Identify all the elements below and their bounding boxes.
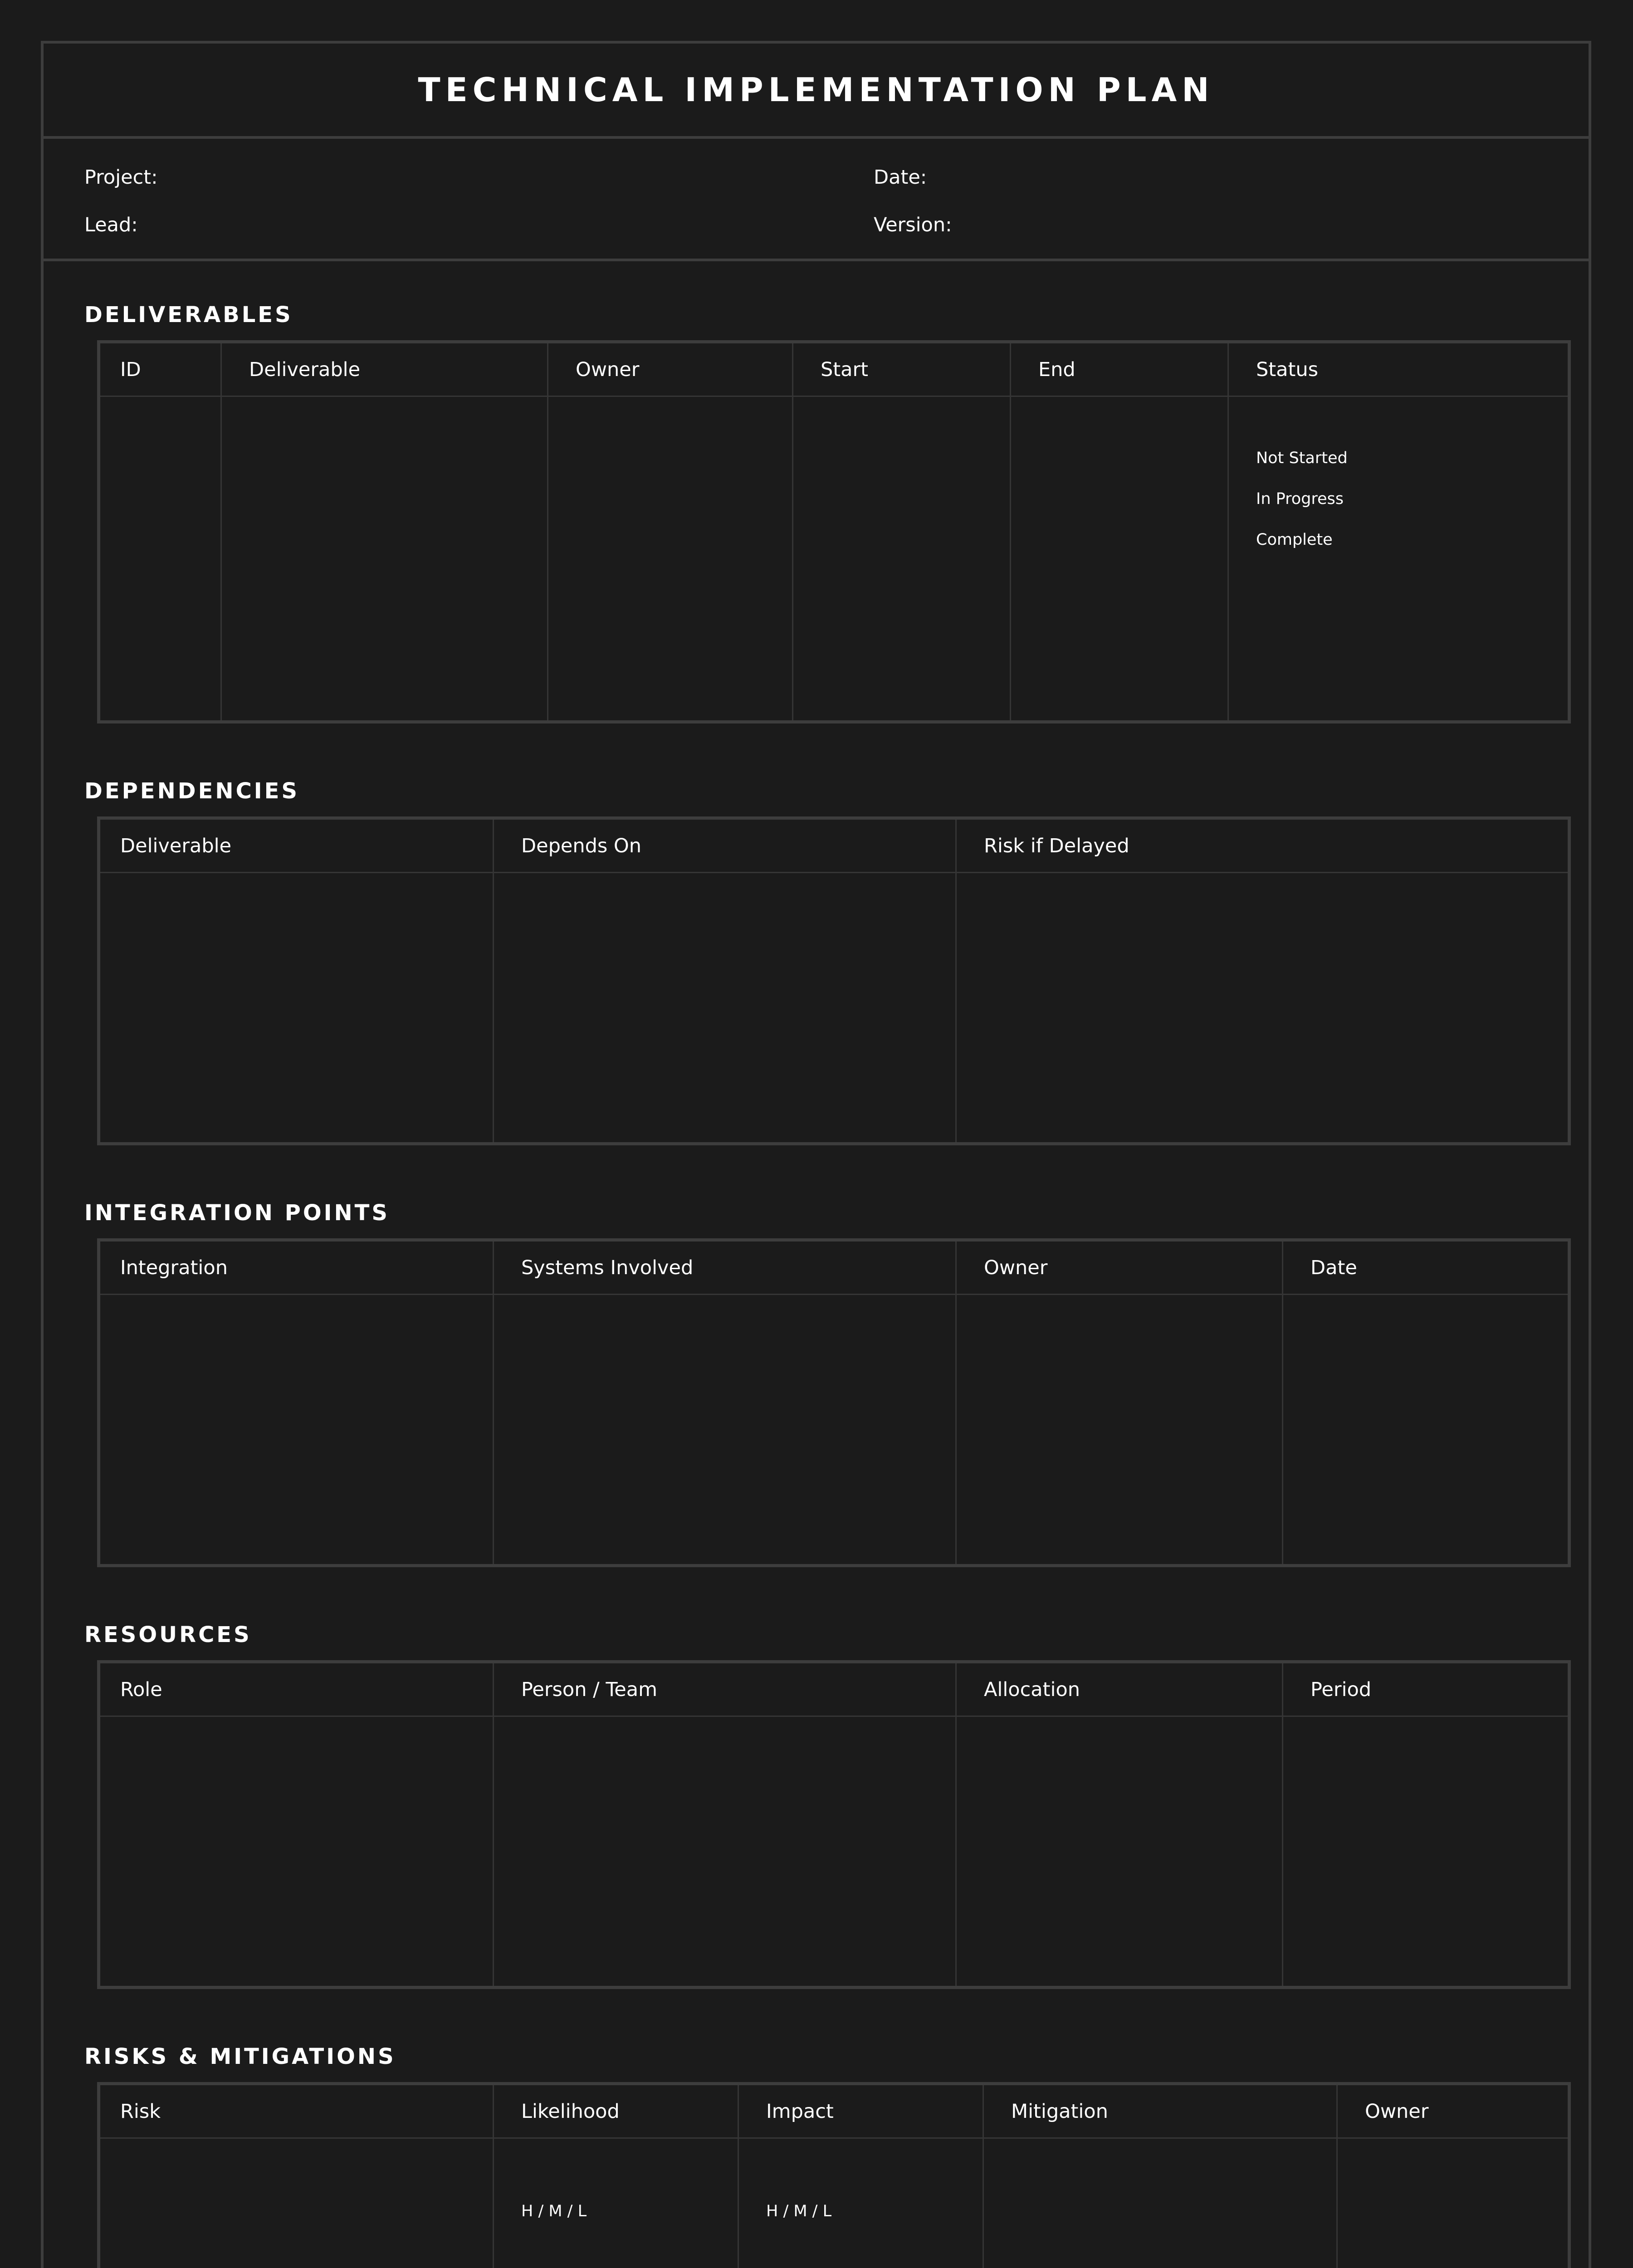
resources-table xyxy=(97,1660,1571,1989)
col-integration: Integration xyxy=(99,1240,494,1295)
cell-start[interactable] xyxy=(793,396,1011,722)
col-risk: Risk xyxy=(99,2084,494,2138)
col-deliverable: Deliverable xyxy=(99,818,494,873)
deliverables-heading: DELIVERABLES xyxy=(84,302,293,327)
risks-table xyxy=(97,2082,1571,2268)
cell-period[interactable] xyxy=(1283,1716,1569,1988)
likelihood-hint: H / M / L xyxy=(521,2202,587,2220)
col-allocation: Allocation xyxy=(956,1662,1283,1716)
cell-risk[interactable] xyxy=(99,2138,494,2268)
col-likelihood: Likelihood xyxy=(494,2084,738,2138)
col-person-team: Person / Team xyxy=(494,1662,956,1716)
col-start: Start xyxy=(793,342,1011,396)
col-owner: Owner xyxy=(548,342,793,396)
lead-label: Lead: xyxy=(84,214,138,236)
col-date: Date xyxy=(1283,1240,1569,1295)
table-row xyxy=(99,1716,1569,1988)
cell-end[interactable] xyxy=(1011,396,1228,722)
cell-deliverable[interactable] xyxy=(221,396,548,722)
col-period: Period xyxy=(1283,1662,1569,1716)
page-title: TECHNICAL IMPLEMENTATION PLAN xyxy=(418,71,1214,109)
table-row xyxy=(99,396,1569,722)
project-label: Project: xyxy=(84,166,158,189)
cell-integration[interactable] xyxy=(99,1295,494,1566)
status-option-not-started: Not Started xyxy=(1256,449,1348,467)
table-row xyxy=(99,873,1569,1144)
dependencies-heading: DEPENDENCIES xyxy=(84,778,300,804)
integration-points-heading: INTEGRATION POINTS xyxy=(84,1200,390,1226)
table-row xyxy=(99,1295,1569,1566)
table-header-row xyxy=(99,1240,1569,1295)
plan-sheet xyxy=(41,41,1591,2268)
col-owner: Owner xyxy=(1337,2084,1569,2138)
cell-likelihood[interactable] xyxy=(494,2138,738,2268)
cell-deliverable[interactable] xyxy=(99,873,494,1144)
integration-points-table xyxy=(97,1238,1571,1567)
date-label: Date: xyxy=(874,166,927,189)
col-impact: Impact xyxy=(738,2084,983,2138)
impact-hint: H / M / L xyxy=(766,2202,832,2220)
cell-date[interactable] xyxy=(1283,1295,1569,1566)
col-role: Role xyxy=(99,1662,494,1716)
table-header-row xyxy=(99,1662,1569,1716)
col-owner: Owner xyxy=(956,1240,1283,1295)
status-option-in-progress: In Progress xyxy=(1256,490,1344,508)
cell-depends-on[interactable] xyxy=(494,873,956,1144)
risks-heading: RISKS & MITIGATIONS xyxy=(84,2044,396,2069)
table-row xyxy=(99,2138,1569,2268)
cell-mitigation[interactable] xyxy=(983,2138,1337,2268)
cell-person-team[interactable] xyxy=(494,1716,956,1988)
col-systems-involved: Systems Involved xyxy=(494,1240,956,1295)
cell-risk-if-delayed[interactable] xyxy=(956,873,1569,1144)
cell-role[interactable] xyxy=(99,1716,494,1988)
deliverables-table xyxy=(97,340,1571,723)
cell-status[interactable] xyxy=(1228,396,1569,722)
col-end: End xyxy=(1011,342,1228,396)
cell-allocation[interactable] xyxy=(956,1716,1283,1988)
col-mitigation: Mitigation xyxy=(983,2084,1337,2138)
col-id: ID xyxy=(99,342,221,396)
resources-heading: RESOURCES xyxy=(84,1622,252,1647)
table-header-row xyxy=(99,818,1569,873)
status-option-complete: Complete xyxy=(1256,531,1333,549)
cell-id[interactable] xyxy=(99,396,221,722)
table-header-row xyxy=(99,342,1569,396)
dependencies-table xyxy=(97,816,1571,1145)
table-header-row xyxy=(99,2084,1569,2138)
title-band xyxy=(44,44,1589,139)
cell-owner[interactable] xyxy=(956,1295,1283,1566)
cell-owner[interactable] xyxy=(548,396,793,722)
cell-owner[interactable] xyxy=(1337,2138,1569,2268)
col-status: Status xyxy=(1228,342,1569,396)
cell-systems-involved[interactable] xyxy=(494,1295,956,1566)
meta-fields xyxy=(44,139,1589,261)
col-risk-if-delayed: Risk if Delayed xyxy=(956,818,1569,873)
cell-impact[interactable] xyxy=(738,2138,983,2268)
col-depends-on: Depends On xyxy=(494,818,956,873)
version-label: Version: xyxy=(874,214,952,236)
col-deliverable: Deliverable xyxy=(221,342,548,396)
